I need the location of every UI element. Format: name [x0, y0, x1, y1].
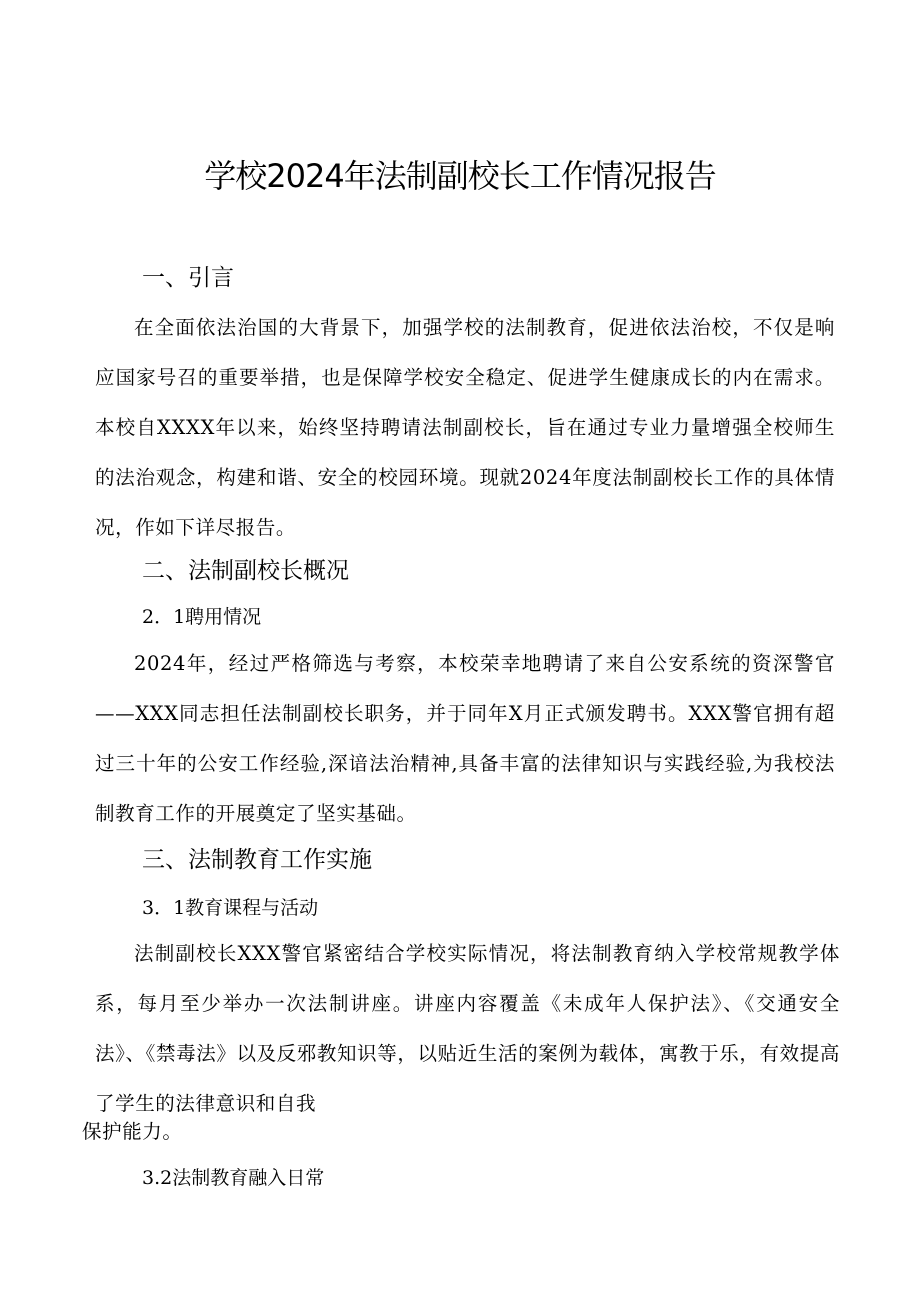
subsection-heading-courses: 3．1教育课程与活动 — [142, 897, 319, 919]
subsection-heading-appointment: 2．1聘用情况 — [142, 606, 262, 628]
section-heading-introduction: 一、引言 — [142, 265, 234, 291]
paragraph-introduction: 在全面依法治国的大背景下，加强学校的法制教育，促进依法治校，不仅是响应国家号召的重要举措，也是保障学校安全稳定、促进学生健康成长的内在需求。本校自XXXX年以来，始终坚持聘请法制副校长，旨在通过专业力量增强全校师生的法治观念，构建和谐、安全的校园环境。现就2024年度法制副校长工作的具体情况，作如下详尽报告。 — [95, 316, 835, 539]
paragraph-appointment: 2024年，经过严格筛选与考察，本校荣幸地聘请了来自公安系统的资深警官——XXX同志担任法制副校长职务，并于同年X月正式颁发聘书。XXX警官拥有超过三十年的公安工作经验,深谙法治精神,具备丰富的法律知识与实践经验,为我校法制教育工作的开展奠定了坚实基础。 — [95, 652, 835, 825]
paragraph-courses-tail: 保护能力。 — [82, 1120, 183, 1143]
section-heading-overview: 二、法制副校长概况 — [142, 558, 349, 584]
document-title: 学校2024年法制副校长工作情况报告 — [204, 157, 716, 195]
subsection-heading-daily-integration: 3.2法制教育融入日常 — [142, 1167, 325, 1189]
paragraph-courses: 法制副校长XXX警官紧密结合学校实际情况，将法制教育纳入学校常规教学体系，每月至少举办一次法制讲座。讲座内容覆盖《未成年人保护法》、《交通安全法》、《禁毒法》以及反邪教知识等，以贴近生活的案例为载体，寓教于乐，有效提高了学生的法律意识和自我 — [95, 942, 840, 1115]
section-heading-implementation: 三、法制教育工作实施 — [142, 847, 372, 873]
